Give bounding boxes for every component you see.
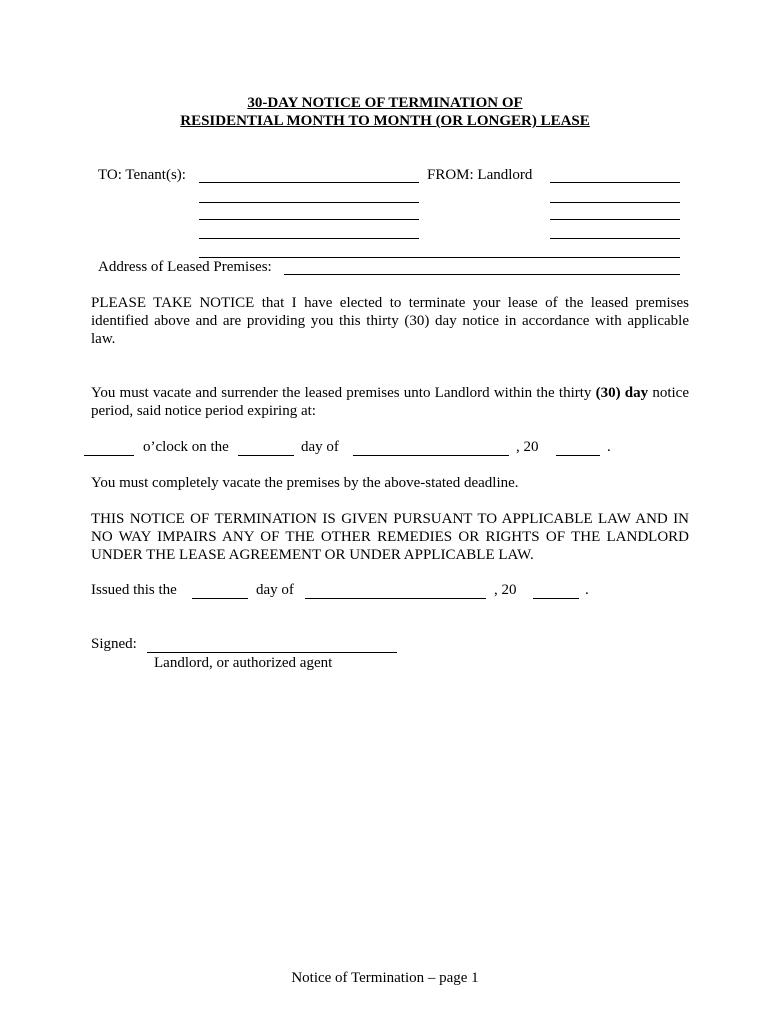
tenant-name-line-2[interactable] xyxy=(199,202,419,203)
tenant-name-line-4[interactable] xyxy=(199,238,419,239)
signed-label: Signed: xyxy=(91,636,137,652)
expiry-day-of-label: day of xyxy=(301,439,339,455)
vacate-paragraph xyxy=(91,384,689,420)
hour-blank[interactable] xyxy=(84,455,134,456)
document-title-line2: RESIDENTIAL MONTH TO MONTH (OR LONGER) LEASE xyxy=(180,113,590,129)
signature-caption: Landlord, or authorized agent xyxy=(154,655,333,671)
document-title-line1: 30-DAY NOTICE OF TERMINATION OF xyxy=(247,95,523,111)
from-landlord-label: FROM: Landlord xyxy=(427,167,533,183)
address-line[interactable] xyxy=(284,274,680,275)
issued-year-blank[interactable] xyxy=(533,598,579,599)
tenant-name-line-1[interactable] xyxy=(199,182,419,183)
legal-notice-paragraph: THIS NOTICE OF TERMINATION IS GIVEN PURSUANT TO APPLICABLE LAW AND IN NO WAY IMPAIRS ANY OF THE OTHER REMEDIES OR RIGHTS OF THE LANDLORD UNDER THE LEASE AGREEMENT OR UNDER APPLICABLE LAW. xyxy=(91,511,689,563)
page-footer: Notice of Termination – page 1 xyxy=(291,970,479,986)
vacate-text-part1: You must vacate and surrender the leased premises unto Landlord within the thirty xyxy=(91,385,596,401)
issued-day-blank[interactable] xyxy=(192,598,248,599)
expiry-year-blank[interactable] xyxy=(556,455,600,456)
vacate-text-part2: notice period, said notice period expiring at: xyxy=(91,385,689,419)
notice-paragraph: PLEASE TAKE NOTICE that I have elected to terminate your lease of the leased premises identified above and are providing you this thirty (30) day notice in accordance with applicable law. xyxy=(91,295,689,347)
expiry-month-blank[interactable] xyxy=(353,455,509,456)
landlord-name-line-3[interactable] xyxy=(550,219,680,220)
issued-period: . xyxy=(585,582,589,598)
address-label: Address of Leased Premises: xyxy=(98,259,272,275)
expiry-year-prefix: , 20 xyxy=(516,439,539,455)
issued-day-of-label: day of xyxy=(256,582,294,598)
tenant-name-line-3[interactable] xyxy=(199,219,419,220)
signature-line[interactable] xyxy=(147,652,397,653)
issued-month-blank[interactable] xyxy=(305,598,486,599)
completely-vacate-text: You must completely vacate the premises by the above-stated deadline. xyxy=(91,475,519,491)
expiry-period: . xyxy=(607,439,611,455)
vacate-text-bold: (30) day xyxy=(595,385,649,401)
issued-label: Issued this the xyxy=(91,582,177,598)
expiry-day-blank[interactable] xyxy=(238,455,294,456)
oclock-label: o’clock on the xyxy=(143,439,229,455)
to-tenant-label: TO: Tenant(s): xyxy=(98,167,186,183)
landlord-name-line-1[interactable] xyxy=(550,182,680,183)
landlord-name-line-2[interactable] xyxy=(550,202,680,203)
landlord-name-line-4[interactable] xyxy=(550,238,680,239)
issued-year-prefix: , 20 xyxy=(494,582,517,598)
